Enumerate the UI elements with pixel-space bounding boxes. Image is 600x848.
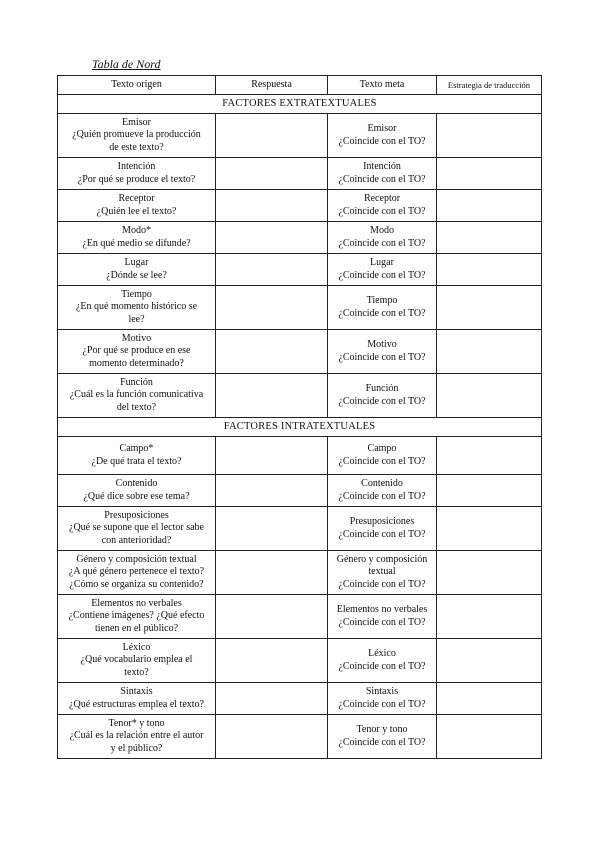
texto-meta-cell-line: ¿Coincide con el TO? [338,528,426,540]
texto-origen-cell-line: ¿Qué estructuras emplea el texto? [69,698,204,710]
texto-meta-cell [328,639,437,683]
texto-meta-cell-line: ¿Coincide con el TO? [338,205,426,217]
texto-origen-cell-line: Modo* [122,225,151,236]
estrategia-cell[interactable] [437,475,542,507]
texto-origen-cell [58,475,216,507]
texto-meta-cell-line: Función [365,383,399,394]
respuesta-cell[interactable] [216,595,328,639]
table-row [58,715,542,759]
texto-meta-cell-line: Emisor [367,123,397,134]
nord-table [57,75,542,759]
section-row [58,95,542,114]
texto-meta-cell-line: ¿Coincide con el TO? [338,269,426,281]
respuesta-cell[interactable] [216,551,328,595]
texto-origen-cell-line: Función [120,376,153,388]
texto-meta-cell-line: Motivo [367,339,397,350]
header-texto-origen: Texto origen [58,76,216,95]
texto-meta-cell-line: ¿Coincide con el TO? [338,698,426,710]
texto-meta-cell [328,683,437,715]
table-row [58,639,542,683]
texto-origen-cell [58,222,216,254]
texto-meta-cell-line: Género y composición [336,553,428,565]
texto-origen-cell-line: Intención [117,161,156,172]
texto-origen-cell-line: ¿En qué momento histórico se [75,301,198,313]
texto-origen-cell-line: tienen en el público? [94,622,179,634]
table-row [58,158,542,190]
texto-origen-cell-line: ¿Quién promueve la producción [72,129,201,141]
texto-origen-cell-line: ¿Cuál es la relación entre el autor [69,730,204,742]
estrategia-cell[interactable] [437,374,542,418]
estrategia-cell[interactable] [437,595,542,639]
respuesta-cell[interactable] [216,330,328,374]
nord-table-body [58,76,542,759]
texto-meta-cell [328,595,437,639]
texto-meta-cell-line: ¿Coincide con el TO? [338,395,426,407]
estrategia-cell[interactable] [437,437,542,475]
texto-origen-cell [58,683,216,715]
estrategia-cell[interactable] [437,190,542,222]
texto-meta-cell-line: ¿Coincide con el TO? [338,455,426,467]
estrategia-cell[interactable] [437,683,542,715]
texto-meta-cell-line: Campo [367,443,397,454]
texto-meta-cell [328,374,437,418]
texto-meta-cell [328,475,437,507]
texto-meta-cell-line: Tenor y tono [356,724,408,735]
texto-meta-cell-line: Elementos no verbales [336,604,428,615]
section-title: FACTORES EXTRATEXTUALES [58,95,542,114]
texto-meta-cell [328,158,437,190]
section-title: FACTORES INTRATEXTUALES [58,418,542,437]
estrategia-cell[interactable] [437,158,542,190]
header-row [58,76,542,95]
table-row [58,222,542,254]
texto-meta-cell-line: ¿Coincide con el TO? [338,736,426,748]
texto-origen-cell-line: texto? [124,666,149,678]
texto-meta-cell-line: Lugar [370,257,394,268]
header-respuesta: Respuesta [216,76,328,95]
texto-origen-cell-line: con anterioridad? [101,534,172,546]
texto-origen-cell-line: del texto? [116,401,157,413]
texto-origen-cell-line: Sintaxis [120,686,153,697]
texto-origen-cell [58,639,216,683]
texto-origen-cell-line: ¿De qué trata el texto? [91,455,182,467]
texto-origen-cell [58,551,216,595]
texto-meta-cell [328,330,437,374]
texto-origen-cell [58,715,216,759]
texto-meta-cell [328,114,437,158]
texto-meta-cell-line: ¿Coincide con el TO? [338,307,426,319]
header-estrategia: Estrategia de traducción [437,76,542,95]
respuesta-cell[interactable] [216,437,328,475]
texto-meta-cell-line: ¿Coincide con el TO? [338,490,426,502]
table-row [58,190,542,222]
estrategia-cell[interactable] [437,715,542,759]
table-row [58,437,542,475]
texto-origen-cell-line: momento determinado? [89,357,184,369]
texto-origen-cell [58,330,216,374]
texto-meta-cell [328,551,437,595]
respuesta-cell[interactable] [216,114,328,158]
texto-meta-cell [328,507,437,551]
estrategia-cell[interactable] [437,254,542,286]
texto-origen-cell-line: ¿Qué vocabulario emplea el [80,654,193,666]
texto-origen-cell-line: Motivo [121,332,152,344]
texto-meta-cell-line: Contenido [361,478,403,489]
texto-origen-cell-line: de este texto? [109,141,164,153]
respuesta-cell[interactable] [216,222,328,254]
texto-origen-cell [58,595,216,639]
texto-origen-cell-line: Tenor* y tono [108,717,165,729]
texto-meta-cell [328,190,437,222]
texto-meta-cell-line: Léxico [368,648,396,659]
texto-origen-cell [58,190,216,222]
estrategia-cell[interactable] [437,222,542,254]
texto-origen-cell-line: Elementos no verbales [91,597,182,609]
texto-origen-cell-line: ¿Contiene imágenes? ¿Qué efecto [68,610,205,622]
texto-origen-cell-line: Receptor [118,193,155,204]
estrategia-cell[interactable] [437,330,542,374]
texto-origen-cell-line: Lugar [124,257,149,268]
respuesta-cell[interactable] [216,475,328,507]
estrategia-cell[interactable] [437,507,542,551]
table-row [58,330,542,374]
respuesta-cell[interactable] [216,190,328,222]
table-row [58,595,542,639]
texto-meta-cell-line: Modo [370,225,394,236]
texto-origen-cell-line: Tiempo [121,288,152,300]
texto-origen-cell [58,114,216,158]
table-row [58,114,542,158]
texto-origen-cell-line: ¿En qué medio se difunde? [82,237,191,249]
texto-origen-cell-line: ¿Qué dice sobre ese tema? [83,490,190,502]
texto-meta-cell [328,715,437,759]
texto-origen-cell-line: Contenido [115,478,158,489]
page-title: Tabla de Nord [92,57,161,71]
texto-origen-cell [58,374,216,418]
respuesta-cell[interactable] [216,683,328,715]
table-row [58,286,542,330]
respuesta-cell[interactable] [216,254,328,286]
texto-meta-cell-line: ¿Coincide con el TO? [338,616,426,628]
texto-origen-cell [58,286,216,330]
texto-origen-cell [58,158,216,190]
texto-meta-cell-line: ¿Coincide con el TO? [338,351,426,363]
respuesta-cell[interactable] [216,158,328,190]
texto-meta-cell-line: ¿Coincide con el TO? [338,173,426,185]
texto-meta-cell [328,254,437,286]
texto-origen-cell-line: Léxico [122,641,151,653]
respuesta-cell[interactable] [216,639,328,683]
header-texto-meta: Texto meta [328,76,437,95]
texto-meta-cell-line: Presuposiciones [349,516,415,527]
section-row [58,418,542,437]
respuesta-cell[interactable] [216,374,328,418]
texto-origen-cell-line: ¿Dónde se lee? [106,269,167,281]
texto-meta-cell-line: Receptor [363,193,401,204]
texto-meta-cell-line: ¿Coincide con el TO? [338,135,426,147]
texto-meta-cell [328,286,437,330]
texto-origen-cell-line: Presuposiciones [104,509,169,521]
texto-origen-cell-line: Emisor [122,116,151,128]
texto-origen-cell [58,507,216,551]
texto-meta-cell-line: Sintaxis [365,686,399,697]
respuesta-cell[interactable] [216,715,328,759]
table-row [58,374,542,418]
texto-meta-cell-line: ¿Coincide con el TO? [338,237,426,249]
texto-meta-cell-line: ¿Coincide con el TO? [338,660,426,672]
table-row [58,254,542,286]
texto-origen-cell-line: Campo* [119,443,154,454]
texto-origen-cell-line: Género y composición textual [76,553,197,565]
texto-origen-cell-line: ¿Qué se supone que el lector sabe [69,522,204,534]
texto-meta-cell [328,437,437,475]
table-row [58,507,542,551]
estrategia-cell[interactable] [437,551,542,595]
texto-meta-cell-line: textual [368,566,396,578]
texto-origen-cell-line: ¿Por qué se produce el texto? [77,173,196,185]
texto-origen-cell-line: ¿Cómo se organiza su contenido? [69,578,204,590]
respuesta-cell[interactable] [216,507,328,551]
texto-origen-cell [58,254,216,286]
texto-origen-cell [58,437,216,475]
texto-origen-cell-line: ¿A qué género pertenece el texto? [68,566,205,578]
texto-origen-cell-line: lee? [128,313,145,325]
respuesta-cell[interactable] [216,286,328,330]
texto-origen-cell-line: ¿Cuál es la función comunicativa [69,389,204,401]
texto-meta-cell-line: Tiempo [366,295,398,306]
estrategia-cell[interactable] [437,639,542,683]
estrategia-cell[interactable] [437,114,542,158]
texto-origen-cell-line: y el público? [110,742,163,754]
texto-origen-cell-line: ¿Quién lee el texto? [96,205,177,217]
table-row [58,475,542,507]
texto-meta-cell [328,222,437,254]
table-row [58,683,542,715]
texto-meta-cell-line: Intención [363,161,401,172]
table-row [58,551,542,595]
texto-origen-cell-line: ¿Por qué se produce en ese [82,345,191,357]
estrategia-cell[interactable] [437,286,542,330]
texto-meta-cell-line: ¿Coincide con el TO? [338,578,426,590]
